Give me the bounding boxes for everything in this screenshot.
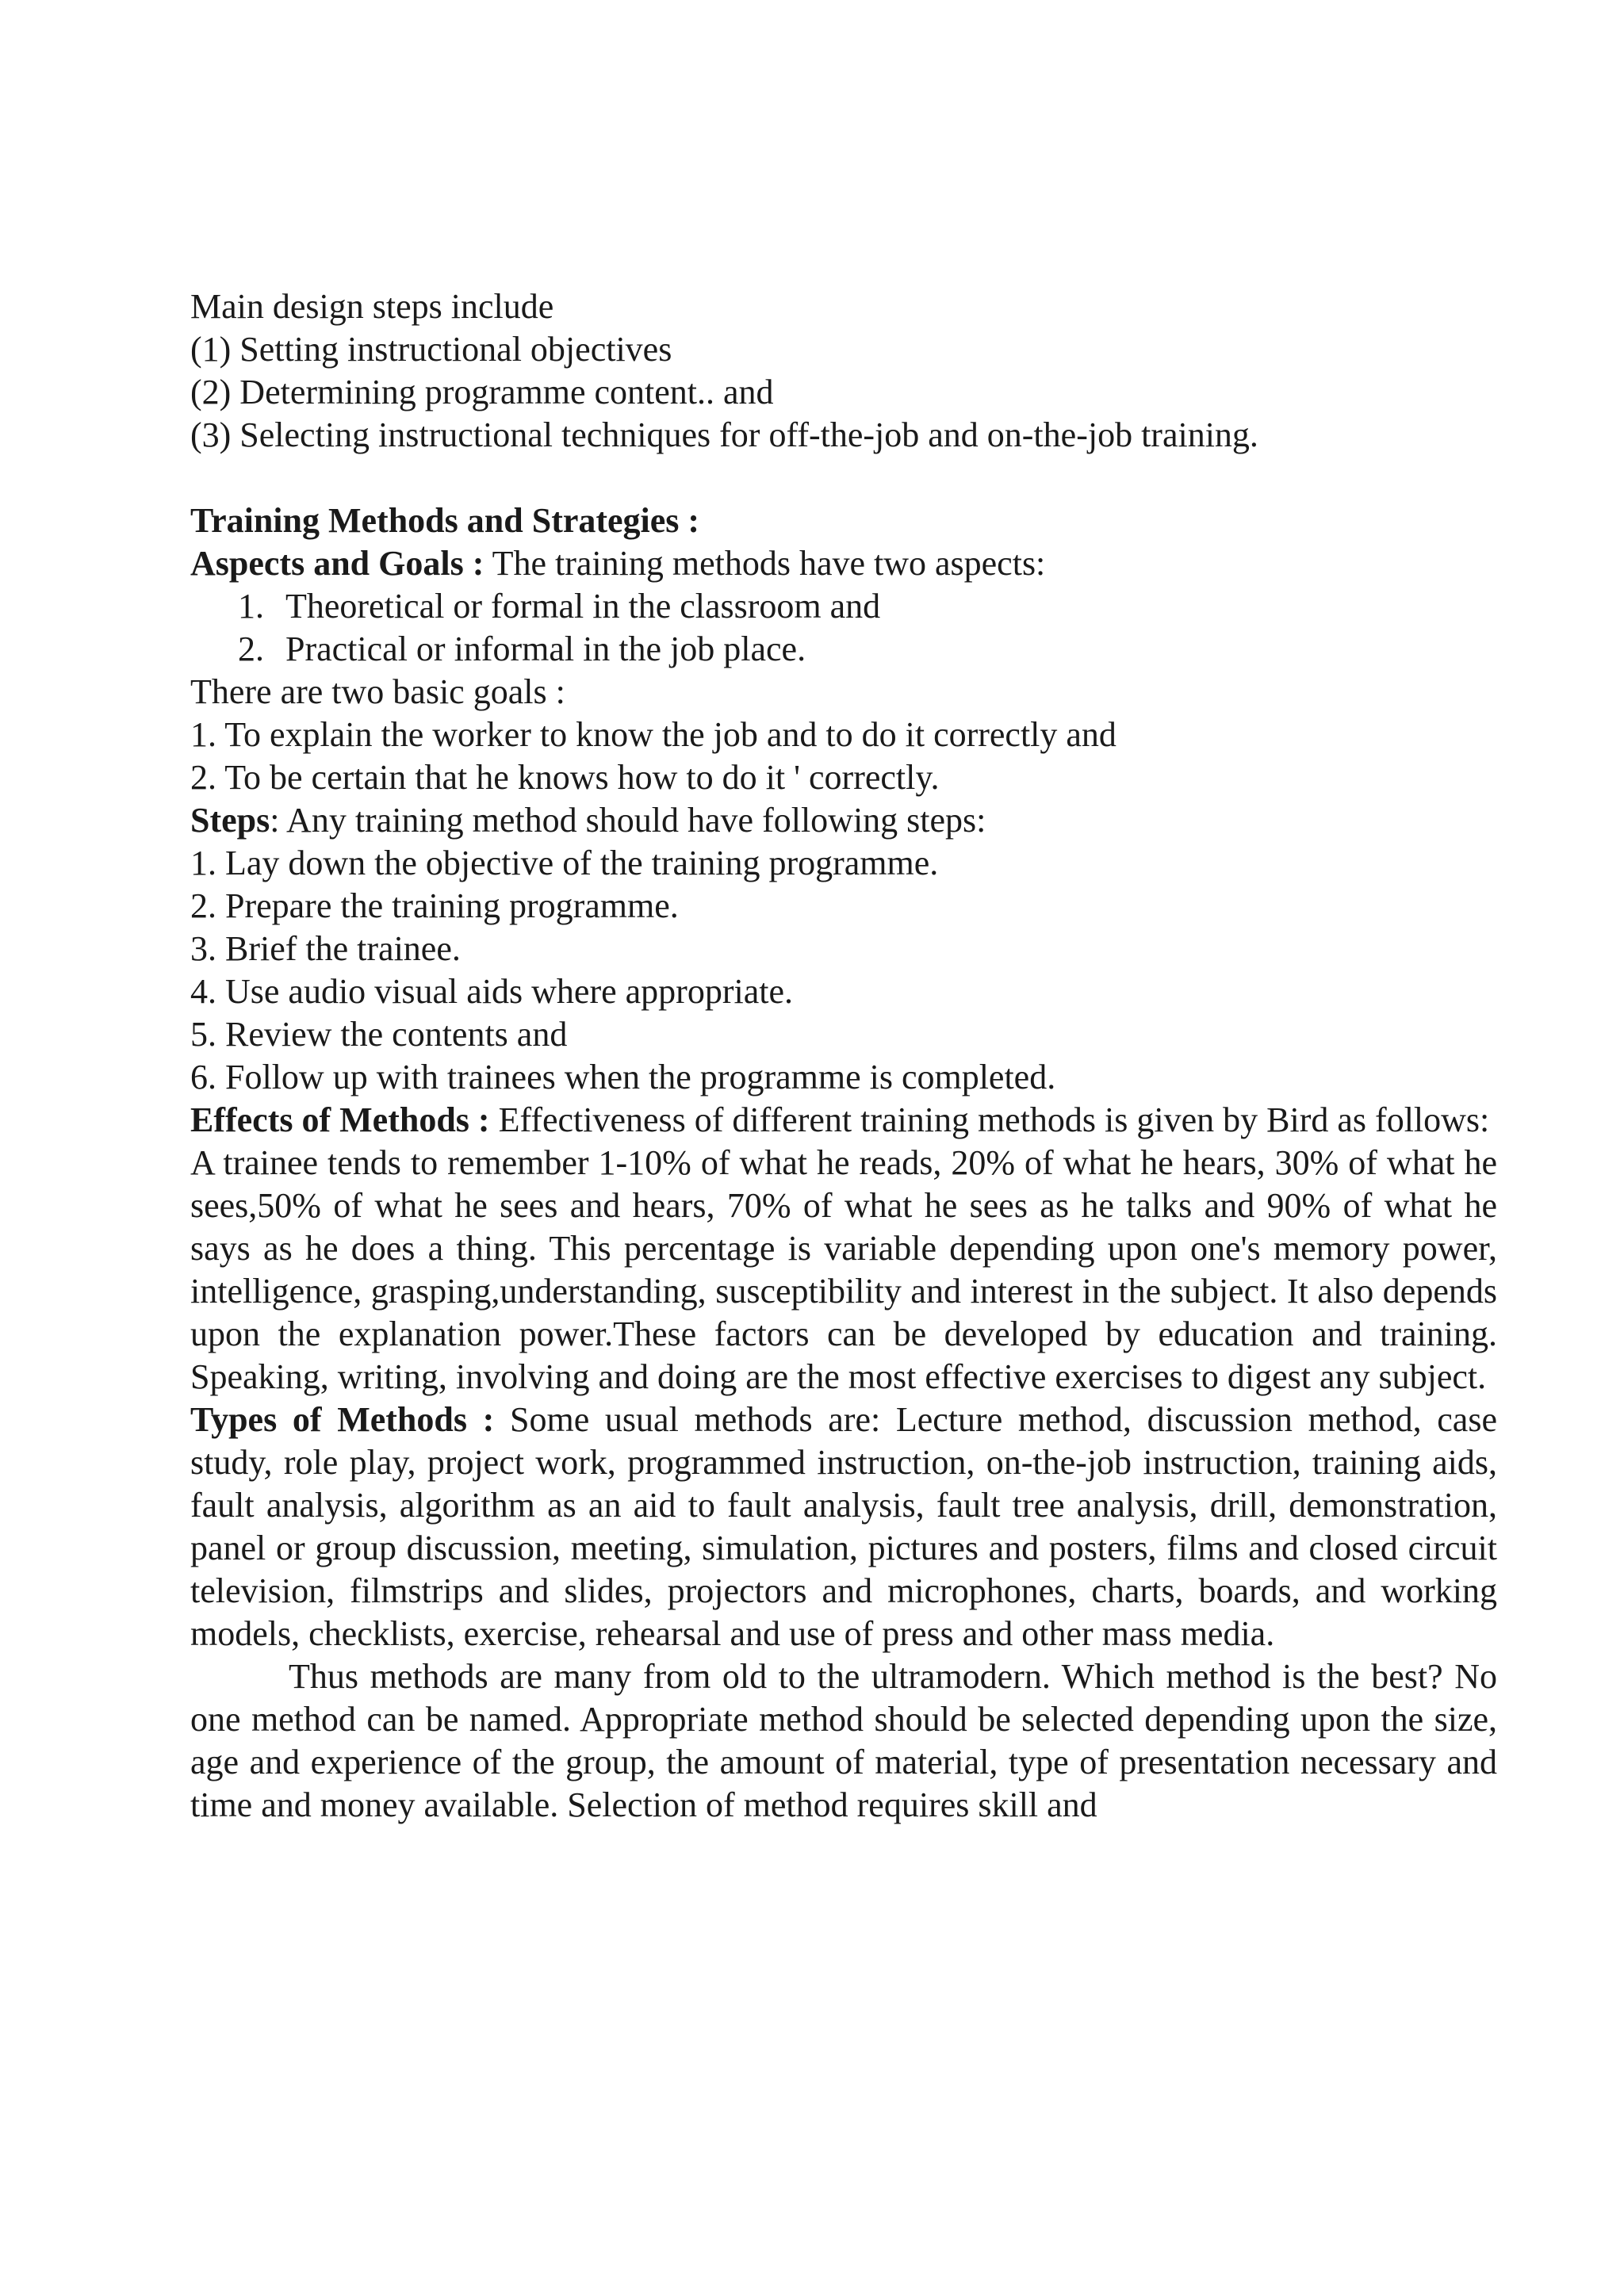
effects-heading: Effects of Methods :: [190, 1100, 490, 1139]
goal-item: 1. To explain the worker to know the job and to do it correctly and: [190, 715, 1116, 754]
types-paragraph: [190, 1399, 1497, 1655]
types-heading: Types of Methods :: [190, 1400, 495, 1439]
goal-item: 2. To be certain that he knows how to do it ' correctly.: [190, 758, 940, 797]
step-item: 2. Prepare the training programme.: [190, 886, 679, 925]
design-step-item: (3) Selecting instructional techniques for off-the-job and on-the-job training.: [190, 415, 1258, 454]
step-item: 1. Lay down the objective of the training programme.: [190, 844, 939, 882]
step-item: 3. Brief the trainee.: [190, 929, 461, 968]
steps-text: : Any training method should have following steps:: [270, 801, 986, 840]
types-text: Some usual methods are: Lecture method, discussion method, case study, role play, project work, programmed instruction, on-the-job instruction, training aids, fault analysis, algorithm as an aid to fault analysis, fault tree analysis, drill, demonstration, panel or group discussion, meeting, simulation, pictures and posters, films and closed circuit television, filmstrips and slides, projectors and microphones, charts, boards, and working models, checklists, exercise, rehearsal and use of press and other mass media.: [190, 1400, 1497, 1653]
design-step-item: (1) Setting instructional objectives: [190, 330, 672, 369]
closing-paragraph: Thus methods are many from old to the ultramodern. Which method is the best? No one method can be named. Appropriate method should be selected depending upon the size, age and experience of the group, the amount of material, type of presentation necessary and time and money available. Selection of method requires skill and: [190, 1657, 1497, 1824]
document-page: [190, 285, 1497, 1827]
step-item: 6. Follow up with trainees when the programme is completed.: [190, 1058, 1056, 1096]
design-step-item: (2) Determining programme content.. and: [190, 373, 774, 411]
list-item: 2. Practical or informal in the job place.: [238, 629, 806, 668]
effects-intro-paragraph: [190, 1099, 1497, 1142]
list-item: 1. Theoretical or formal in the classroom and: [238, 587, 881, 626]
steps-heading: Steps: [190, 801, 270, 840]
step-item: 4. Use audio visual aids where appropriate.: [190, 972, 793, 1011]
effects-paragraph: A trainee tends to remember 1-10% of what he reads, 20% of what he hears, 30% of what he sees,50% of what he sees and hears, 70% of what he sees as he talks and 90% of what he says as he does a thing. This percentage is variable depending upon one's memory power, intelligence, grasping,understanding, susceptibility and interest in the subject. It also depends upon the explanation power.These factors can be developed by education and training. Speaking, writing, involving and doing are the most effective exercises to digest any subject.: [190, 1143, 1497, 1396]
effects-text: Effectiveness of different training methods is given by Bird as follows:: [489, 1100, 1490, 1139]
aspects-list: [190, 585, 1497, 671]
section-title: Training Methods and Strategies :: [190, 501, 700, 540]
spacer: [190, 457, 1497, 499]
steps-paragraph: [190, 799, 1497, 842]
aspects-paragraph: [190, 542, 1497, 585]
step-item: 5. Review the contents and: [190, 1015, 568, 1054]
goals-intro: There are two basic goals :: [190, 672, 565, 711]
design-steps-intro: Main design steps include: [190, 287, 554, 326]
aspects-text: The training methods have two aspects:: [484, 544, 1046, 583]
aspects-heading: Aspects and Goals :: [190, 544, 485, 583]
